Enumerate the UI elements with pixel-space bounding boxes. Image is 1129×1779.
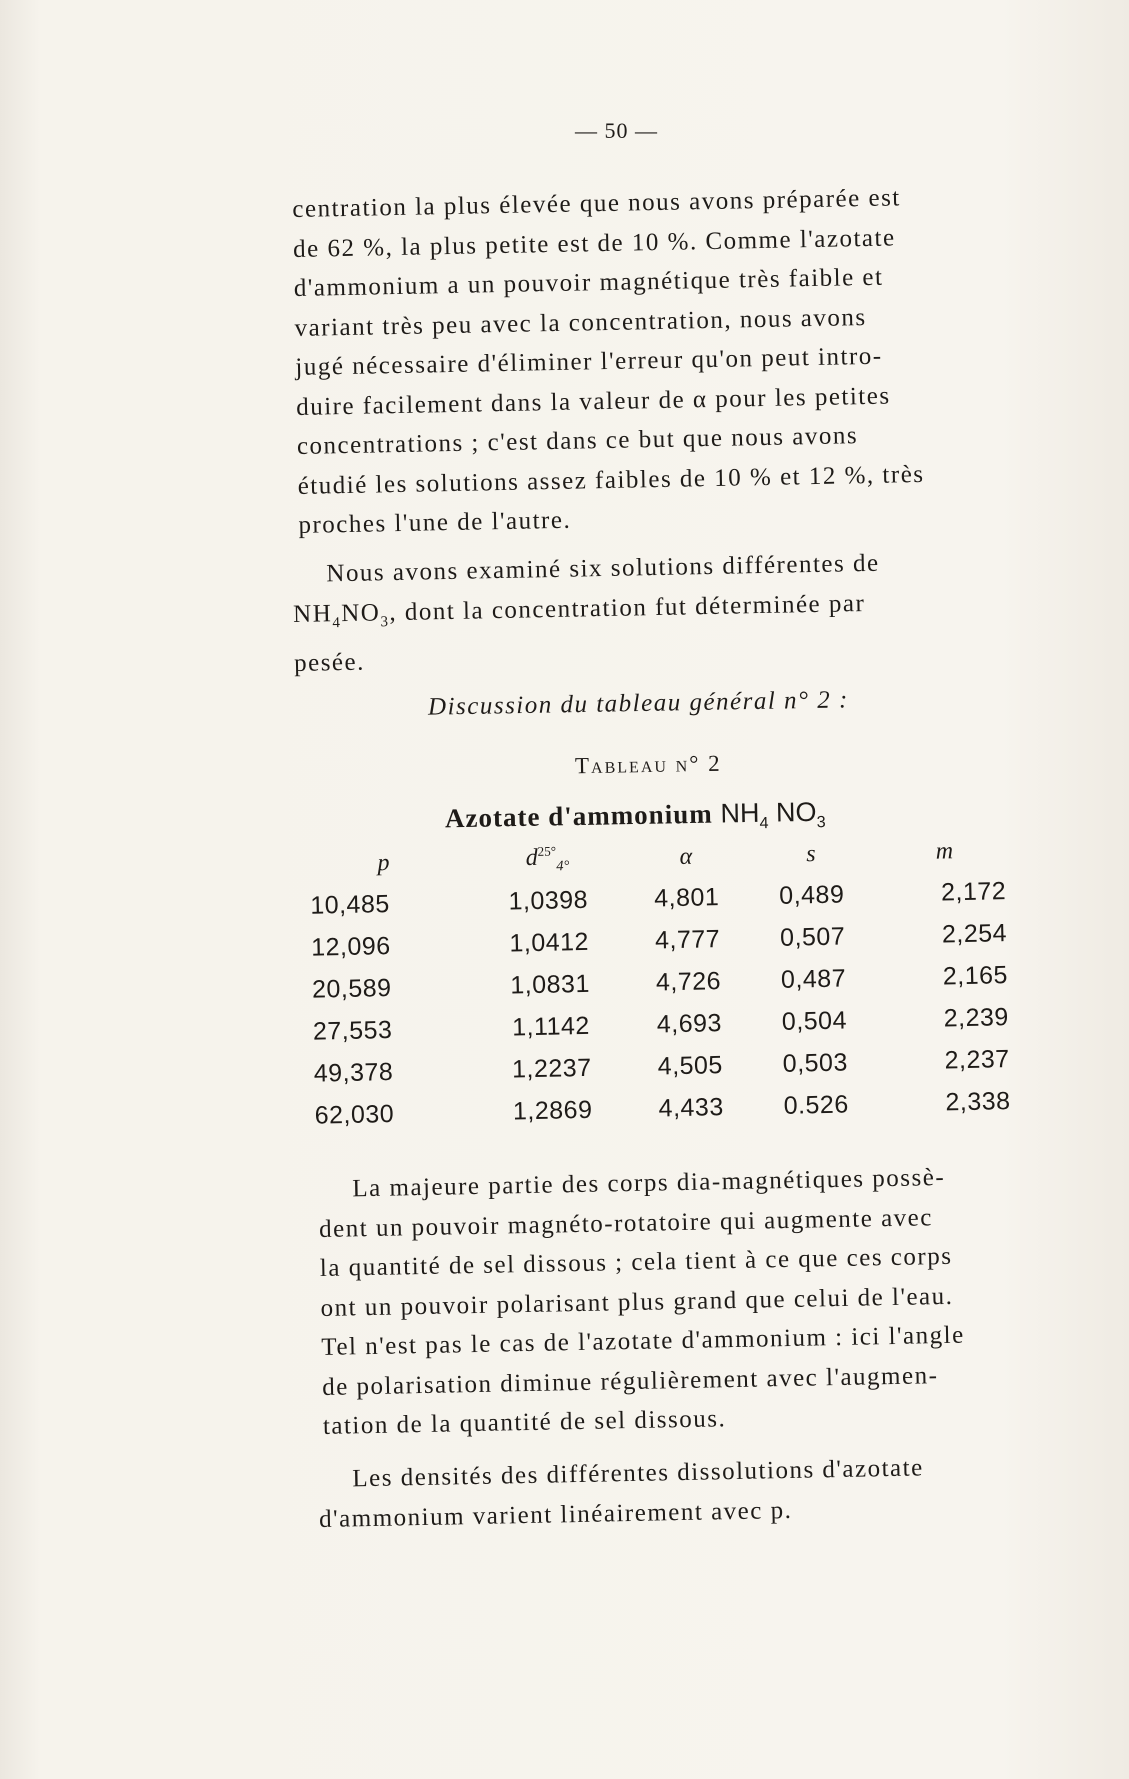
cell-m: 2,254 <box>941 918 1008 948</box>
text-line: de polarisation diminue régulièrement avec l'augmen- <box>321 1361 939 1401</box>
text-line: d'ammonium varient linéairement avec p. <box>318 1496 793 1533</box>
cell-d: 1,2869 <box>512 1095 593 1125</box>
cell-alpha: 4,693 <box>656 1008 723 1038</box>
table-label: Tableau n° 2 <box>574 750 722 779</box>
cell-d: 1,0412 <box>509 927 590 958</box>
paragraph-continuation <box>292 177 999 546</box>
cell-p: 10,485 <box>309 889 391 920</box>
paragraph-solutions <box>292 542 994 684</box>
text-line: dent un pouvoir magnéto-rotatoire qui augmente avec <box>318 1203 934 1243</box>
paragraph-densities <box>318 1447 1019 1539</box>
cell-p: 20,589 <box>311 973 392 1004</box>
text-line: duire facilement dans la valeur de α pour les petites <box>295 382 891 421</box>
header-m: m <box>935 837 954 865</box>
text-line: centration la plus élevée que nous avons préparée est <box>292 184 901 223</box>
cell-p: 49,378 <box>313 1057 394 1088</box>
text-line: jugé nécessaire d'éliminer l'erreur qu'on peut intro- <box>295 342 883 381</box>
text-line: Tel n'est pas le cas de l'azotate d'ammonium : ici l'angle <box>321 1321 965 1361</box>
text-line: variant très peu avec la concentration, nous avons <box>294 303 867 342</box>
section-caption: Discussion du tableau général n° 2 : <box>427 686 850 721</box>
cell-alpha: 4,726 <box>655 966 722 996</box>
text-line: étudié les solutions assez faibles de 10 % et 12 %, très <box>297 460 925 500</box>
formula-subscript: 4 <box>332 614 342 631</box>
text-line: La majeure partie des corps dia-magnétiques possè- <box>352 1163 946 1203</box>
cell-m: 2,172 <box>940 876 1007 906</box>
cell-m: 2,165 <box>942 960 1009 990</box>
cell-alpha: 4,777 <box>654 924 721 954</box>
table-title-text: Azotate d'ammonium <box>444 798 713 834</box>
text-line: tation de la quantité de sel dissous. <box>322 1405 727 1440</box>
formula-subscript: 4 <box>759 814 769 833</box>
cell-s: 0.526 <box>783 1089 849 1120</box>
cell-d: 1,0831 <box>510 969 591 1000</box>
header-s: s <box>805 840 816 867</box>
text-line: la quantité de sel dissous ; cela tient à ce que ces corps <box>319 1242 953 1282</box>
formula-no: NO <box>775 796 817 828</box>
cell-d: 1,1142 <box>511 1011 591 1041</box>
cell-m: 2,239 <box>943 1002 1010 1032</box>
text-line: ont un pouvoir polarisant plus grand que celui de l'eau. <box>320 1282 954 1322</box>
header-d-sub: 4° <box>556 858 570 875</box>
cell-s: 0,504 <box>781 1005 848 1036</box>
cell-s: 0,503 <box>782 1047 849 1078</box>
cell-p: 62,030 <box>314 1099 395 1130</box>
text-line: concentrations ; c'est dans ce but que nous avons <box>296 422 859 460</box>
text-line: Les densités des différentes dissolutions d'azotate <box>352 1454 924 1493</box>
formula-subscript: 3 <box>380 613 390 630</box>
formula-no: NO <box>340 598 381 627</box>
formula-nh: NH <box>292 599 333 628</box>
text-line: de 62 %, la plus petite est de 10 %. Comme l'azotate <box>292 223 896 263</box>
text-line: d'ammonium a un pouvoir magnétique très faible et <box>293 263 884 302</box>
cell-d: 1,0398 <box>508 885 589 916</box>
text-line: pesée. <box>293 648 366 677</box>
header-alpha: α <box>679 843 693 870</box>
table-title-formula <box>720 796 826 833</box>
cell-p: 12,096 <box>310 931 391 962</box>
cell-alpha: 4,433 <box>658 1092 724 1122</box>
text-after-formula: , dont la concentration fut déterminée par <box>389 589 866 626</box>
data-table <box>295 830 1021 1137</box>
header-p: p <box>377 849 390 876</box>
page-number: — 50 — <box>575 118 658 143</box>
cell-m: 2,237 <box>944 1044 1010 1074</box>
header-d-sup: 25° <box>537 843 557 860</box>
cell-d: 1,2237 <box>511 1053 592 1083</box>
cell-s: 0,507 <box>779 922 846 952</box>
text-line: Nous avons examiné six solutions différentes de <box>326 549 880 588</box>
cell-p: 27,553 <box>312 1015 393 1046</box>
table-title <box>445 797 826 839</box>
cell-alpha: 4,505 <box>657 1050 724 1080</box>
cell-m: 2,338 <box>945 1086 1011 1116</box>
paragraph-discussion <box>318 1157 1023 1447</box>
cell-s: 0,489 <box>778 880 845 910</box>
text-line: proches l'une de l'autre. <box>298 506 572 539</box>
cell-s: 0,487 <box>780 963 847 994</box>
cell-alpha: 4,801 <box>653 882 720 912</box>
formula-subscript: 3 <box>816 813 826 832</box>
header-density <box>471 838 624 881</box>
header-d: d <box>525 845 538 872</box>
formula-nh: NH <box>720 797 760 829</box>
